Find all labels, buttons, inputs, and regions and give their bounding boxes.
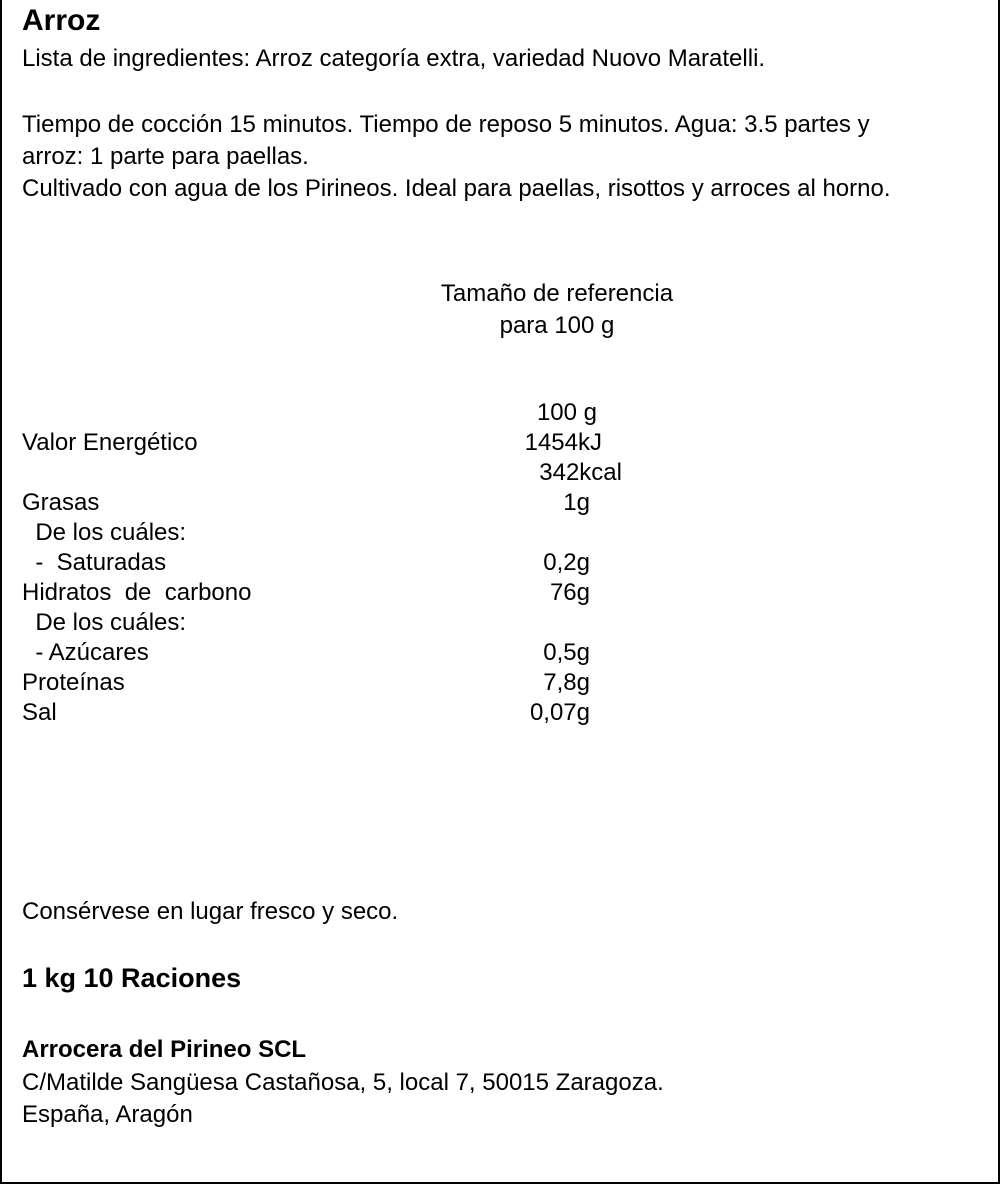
nutrition-value-protein: 7,8g bbox=[543, 669, 590, 696]
cooking-instructions-line-1: Tiempo de cocción 15 minutos. Tiempo de reposo 5 minutos. Agua: 3.5 partes y bbox=[22, 111, 870, 138]
nutrition-label-saturated: - Saturadas bbox=[22, 549, 167, 576]
nutrition-value-sugars: 0,5g bbox=[543, 639, 590, 666]
producer-name: Arrocera del Pirineo SCL bbox=[22, 1036, 307, 1063]
cultivation-text: Cultivado con agua de los Pirineos. Ideal para paellas, risottos y arroces al horno. bbox=[22, 175, 891, 202]
nutrition-value-energy-kj: 1454kJ bbox=[524, 429, 602, 456]
storage-instructions: Consérvese en lugar fresco y seco. bbox=[22, 898, 399, 925]
nutrition-value-salt: 0,07g bbox=[529, 699, 590, 726]
reference-size-line-2: para 100 g bbox=[499, 312, 615, 339]
nutrition-label-carbohydrates: Hidratos de carbono bbox=[22, 579, 252, 606]
package-size: 1 kg 10 Raciones bbox=[22, 963, 242, 993]
nutrition-value-fat: 1g bbox=[563, 489, 590, 516]
cooking-instructions-line-2: arroz: 1 parte para paellas. bbox=[22, 143, 309, 170]
producer-region: España, Aragón bbox=[22, 1101, 193, 1128]
producer-address: C/Matilde Sangüesa Castañosa, 5, local 7, 50015 Zaragoza. bbox=[22, 1069, 664, 1096]
reference-size-line-1: Tamaño de referencia bbox=[440, 280, 674, 307]
nutrition-label-salt: Sal bbox=[22, 699, 57, 726]
nutrition-value-saturated: 0,2g bbox=[543, 549, 590, 576]
nutrition-label-protein: Proteínas bbox=[22, 669, 125, 696]
nutrition-value-energy-kcal: 342kcal bbox=[539, 459, 622, 486]
nutrition-label-of-which-fat: De los cuáles: bbox=[22, 519, 187, 546]
nutrition-label-sugars: - Azúcares bbox=[22, 639, 149, 666]
ingredients-text: Lista de ingredientes: Arroz categoría extra, variedad Nuovo Maratelli. bbox=[22, 45, 766, 72]
nutrition-label-energy: Valor Energético bbox=[22, 429, 198, 456]
nutrition-value-carbohydrates: 76g bbox=[549, 579, 590, 606]
nutrition-label-of-which-carbs: De los cuáles: bbox=[22, 609, 187, 636]
nutrition-label-fat: Grasas bbox=[22, 489, 100, 516]
product-title: Arroz bbox=[22, 4, 101, 37]
nutrition-column-header: 100 g bbox=[536, 399, 597, 426]
